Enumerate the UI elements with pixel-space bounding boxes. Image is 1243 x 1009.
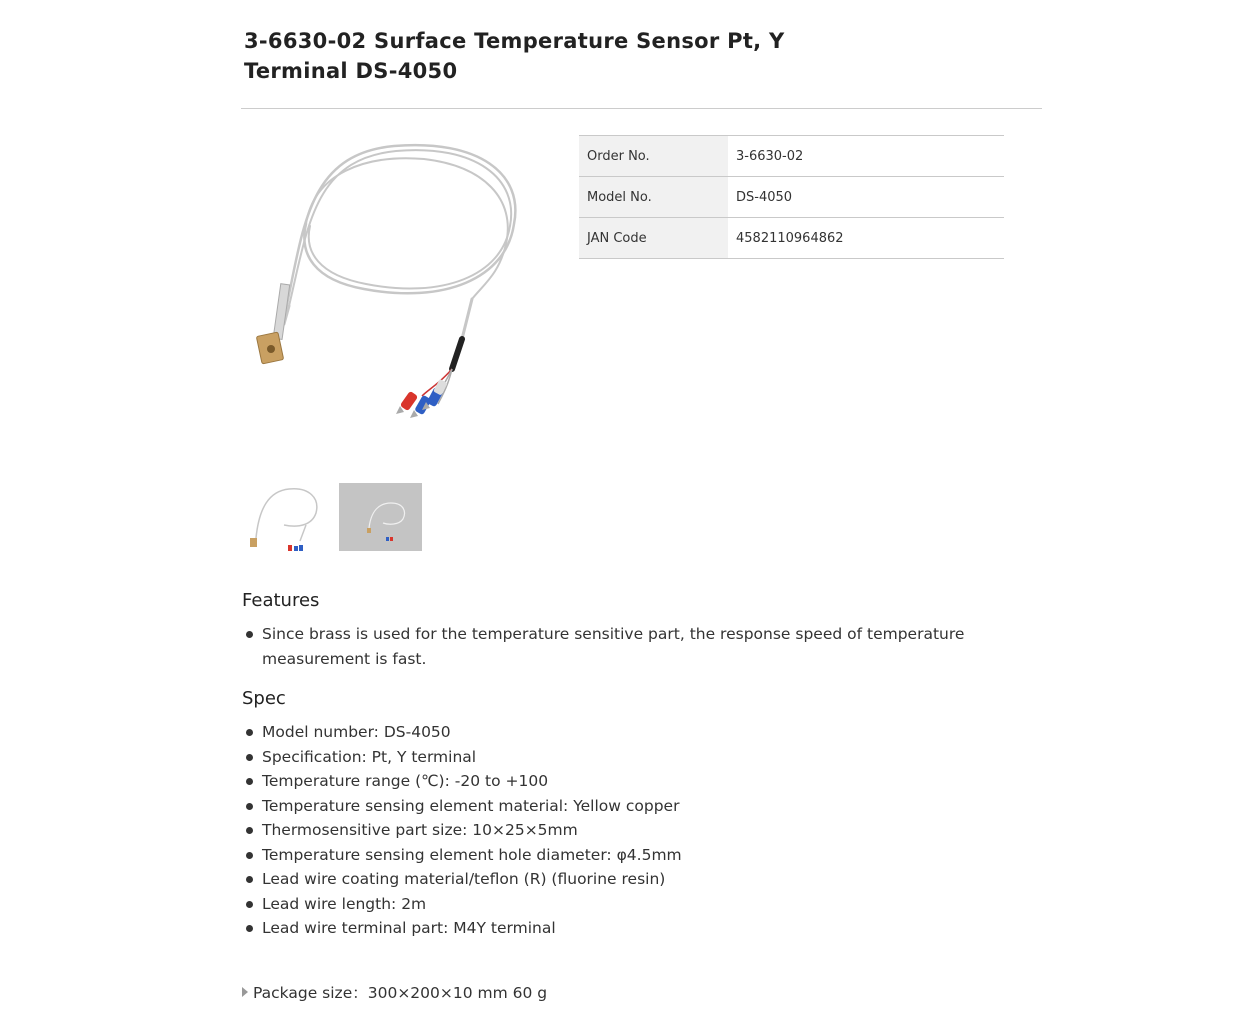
list-item: Thermosensitive part size: 10×25×5mm [244,818,1040,843]
list-item: Since brass is used for the temperature sensitive part, the response speed of temperature measurement is fast. [244,622,1040,672]
table-row [579,218,1004,259]
product-title-line-1: 3-6630-02 Surface Temperature Sensor Pt, Y [244,29,785,53]
spec-list [244,720,1040,941]
spec-heading: Spec [242,688,286,709]
table-row [579,136,1004,177]
thumbnail-2-image [339,483,422,551]
list-item: Lead wire coating material/teflon (R) (fluorine resin) [244,867,1040,892]
thumbnail-1-image [244,483,327,551]
list-item: Specification: Pt, Y terminal [244,745,1040,770]
list-item: Lead wire terminal part: M4Y terminal [244,916,1040,941]
list-item: Temperature range (℃): -20 to +100 [244,769,1040,794]
features-list [244,622,1040,672]
list-item: Temperature sensing element hole diameter: φ4.5mm [244,843,1040,868]
list-item: Temperature sensing element material: Yellow copper [244,794,1040,819]
package-info [242,981,547,1003]
features-heading: Features [242,590,320,611]
jan-code-label: JAN Code [579,218,728,259]
product-title [244,26,804,86]
title-divider [241,108,1042,109]
product-title-line-2: Terminal DS-4050 [244,59,458,83]
thumbnail-2[interactable] [339,483,422,551]
model-no-label: Model No. [579,177,728,218]
product-spec-table [579,135,1004,259]
model-no-value: DS-4050 [728,177,1004,218]
list-item: Model number: DS-4050 [244,720,1040,745]
triangle-bullet-icon [242,987,248,997]
list-item: Lead wire length: 2m [244,892,1040,917]
order-no-label: Order No. [579,136,728,177]
order-no-value: 3-6630-02 [728,136,1004,177]
product-main-image [244,134,544,434]
jan-code-value: 4582110964862 [728,218,1004,259]
package-size-text: Package size：300×200×10 mm 60 g [253,984,548,1002]
thumbnail-1[interactable] [244,483,327,551]
table-row [579,177,1004,218]
